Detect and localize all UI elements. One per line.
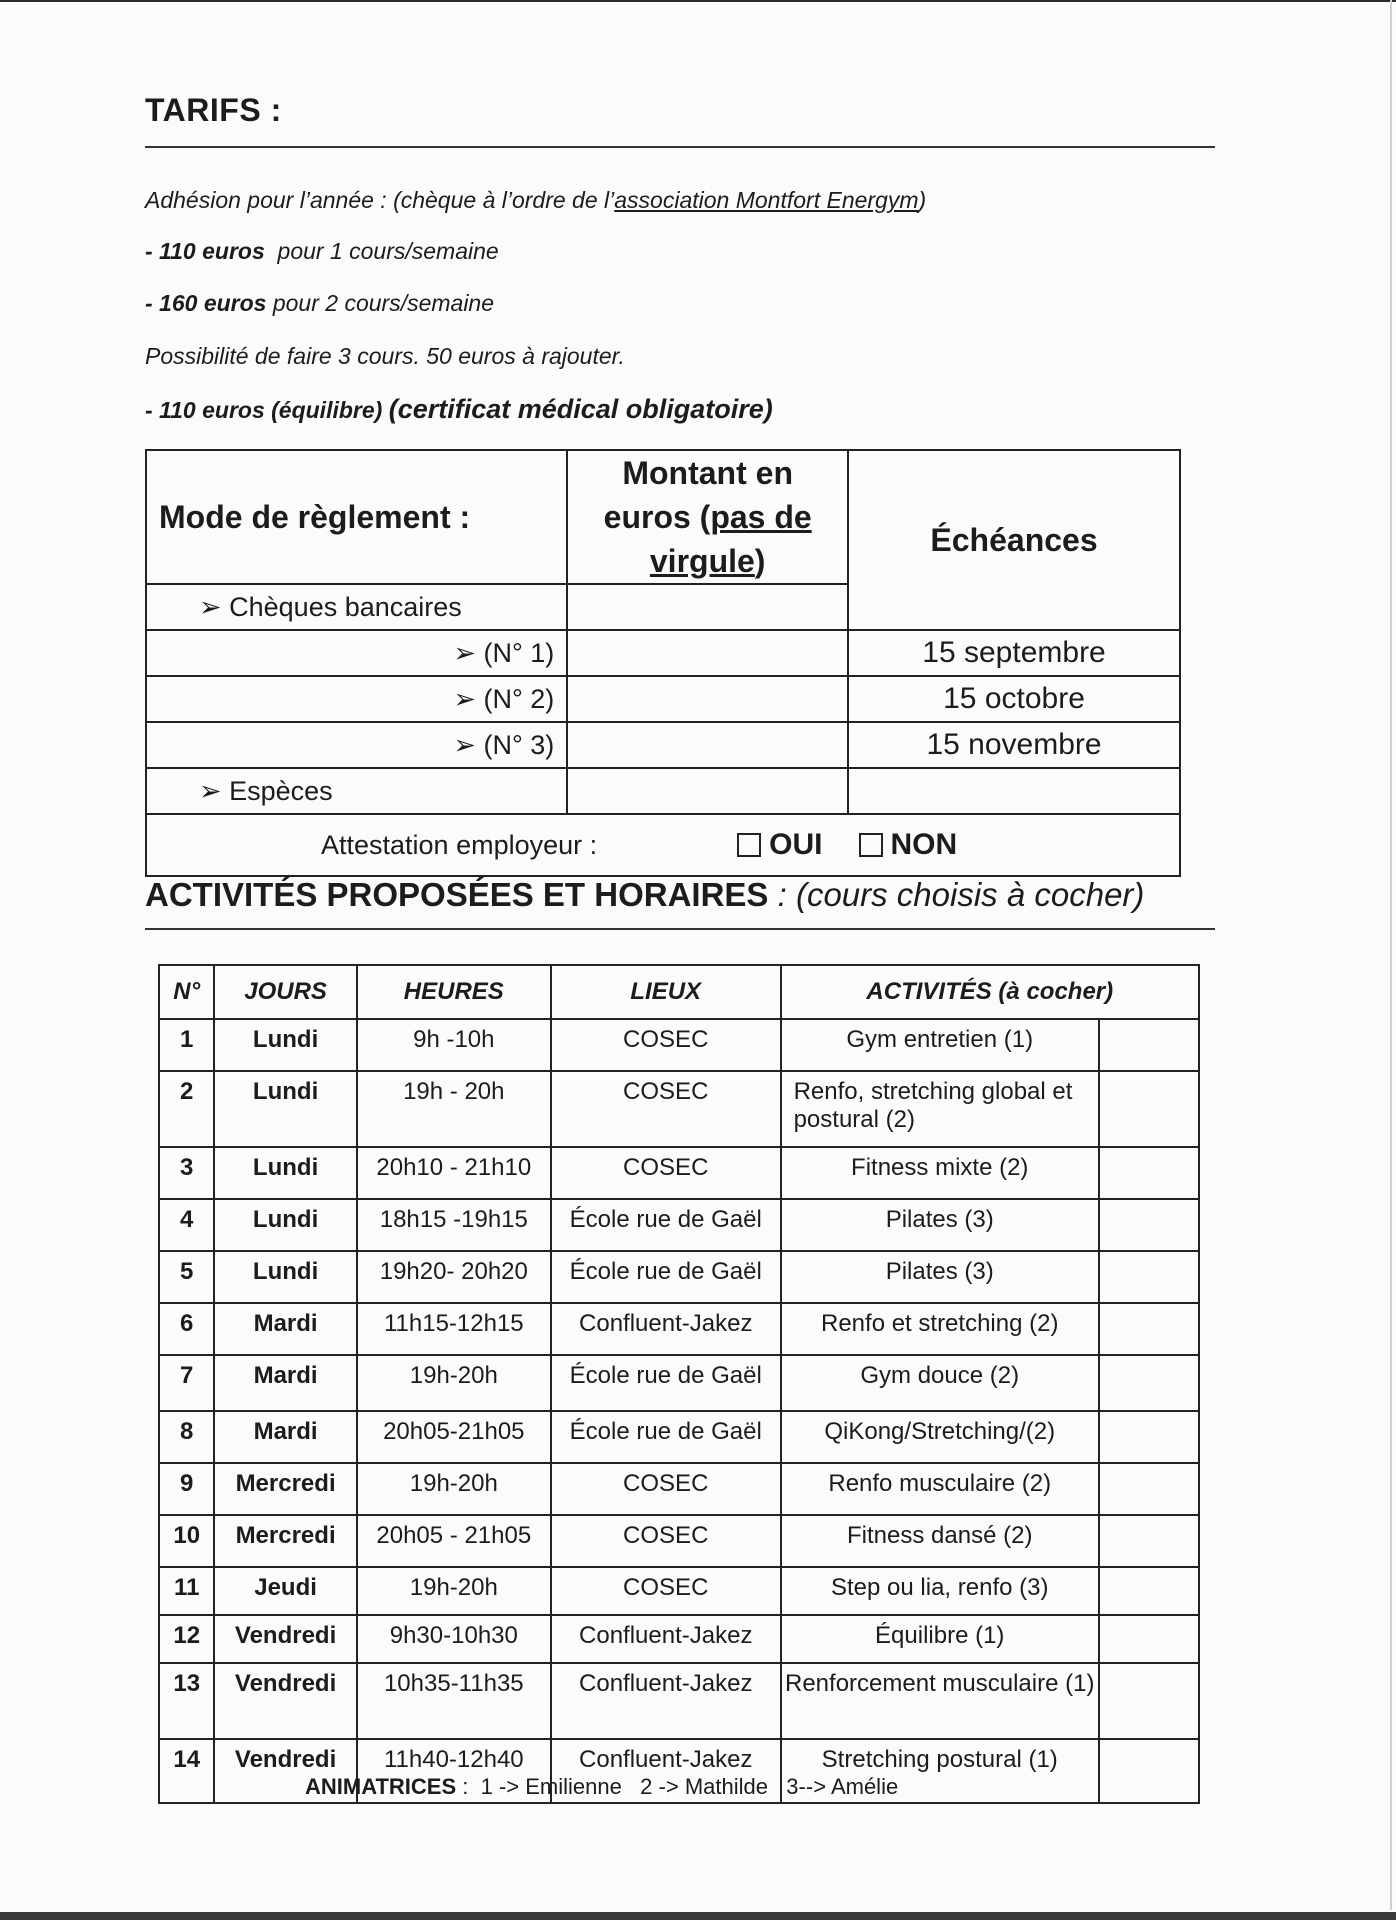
- payment-montant-header: [567, 450, 848, 584]
- payment-label-cheques: ➢ Chèques bancaires: [146, 584, 567, 630]
- echeances-label: Échéances: [930, 521, 1098, 558]
- activity-number: 11: [159, 1567, 214, 1615]
- activity-time: 18h15 -19h15: [357, 1199, 551, 1251]
- activity-checkbox-cell[interactable]: [1099, 1303, 1199, 1355]
- footer-label: ANIMATRICES: [305, 1774, 457, 1799]
- scan-edge-top: [0, 0, 1396, 2]
- activity-time: 10h35-11h35: [357, 1663, 551, 1739]
- activity-row: [159, 1663, 1199, 1739]
- attestation-oui-option[interactable]: [737, 828, 822, 862]
- activities-rule: [145, 928, 1215, 930]
- activity-checkbox-cell[interactable]: [1099, 1463, 1199, 1515]
- activity-number: 6: [159, 1303, 214, 1355]
- activity-number: 4: [159, 1199, 214, 1251]
- montant-label-u1: pas de: [710, 499, 812, 535]
- non-checkbox[interactable]: [859, 833, 883, 857]
- montant-label-3: ): [754, 543, 766, 579]
- activity-day: Lundi: [214, 1071, 356, 1147]
- activity-name: QiKong/Stretching/(2): [781, 1411, 1099, 1463]
- activity-checkbox-cell[interactable]: [1099, 1567, 1199, 1615]
- tarif-4-price: - 110 euros (équilibre): [145, 397, 389, 423]
- adhesion-suffix: ): [918, 187, 927, 213]
- activity-day: Lundi: [214, 1147, 356, 1199]
- header-jours: JOURS: [214, 965, 356, 1019]
- activity-number: 14: [159, 1739, 214, 1803]
- activity-time: 20h05 - 21h05: [357, 1515, 551, 1567]
- activity-place: Confluent-Jakez: [551, 1303, 781, 1355]
- activity-row: [159, 1019, 1199, 1071]
- payment-amount-n1[interactable]: [567, 630, 848, 676]
- activity-time: 19h-20h: [357, 1355, 551, 1411]
- activity-place: École rue de Gaël: [551, 1355, 781, 1411]
- activity-checkbox-cell[interactable]: [1099, 1355, 1199, 1411]
- activity-name: Renfo, stretching global et postural (2): [781, 1071, 1099, 1147]
- tarif-line-3: Possibilité de faire 3 cours. 50 euros à rajouter.: [145, 343, 625, 369]
- payment-date-n2: 15 octobre: [848, 676, 1180, 722]
- activities-table: [158, 964, 1200, 1804]
- tarifs-rule: [145, 146, 1215, 148]
- payment-label-n2: ➢ (N° 2): [146, 676, 567, 722]
- activity-number: 8: [159, 1411, 214, 1463]
- payment-amount-n3[interactable]: [567, 722, 848, 768]
- oui-label: OUI: [769, 828, 823, 861]
- activities-body: [159, 1019, 1199, 1803]
- activity-row: [159, 1411, 1199, 1463]
- tarifs-title: TARIFS :: [145, 92, 282, 128]
- activity-row: [159, 1463, 1199, 1515]
- payment-amount-cheques[interactable]: [567, 584, 848, 630]
- activity-place: École rue de Gaël: [551, 1251, 781, 1303]
- montant-label-2: euros (: [603, 499, 711, 535]
- activity-checkbox-cell[interactable]: [1099, 1615, 1199, 1663]
- header-activites: ACTIVITÉS (à cocher): [781, 965, 1199, 1019]
- payment-amount-especes[interactable]: [567, 768, 848, 814]
- activity-name: Renfo musculaire (2): [781, 1463, 1099, 1515]
- activity-row: [159, 1515, 1199, 1567]
- tarif-1-price: - 110 euros: [145, 238, 265, 264]
- activity-day: Mardi: [214, 1355, 356, 1411]
- activity-number: 12: [159, 1615, 214, 1663]
- payment-label-especes: ➢ Espèces: [146, 768, 567, 814]
- activity-place: Confluent-Jakez: [551, 1615, 781, 1663]
- activity-time: 19h20- 20h20: [357, 1251, 551, 1303]
- activity-checkbox-cell[interactable]: [1099, 1411, 1199, 1463]
- activity-row: [159, 1251, 1199, 1303]
- activity-checkbox-cell[interactable]: [1099, 1663, 1199, 1739]
- activity-place: COSEC: [551, 1147, 781, 1199]
- attestation-non-option[interactable]: [859, 828, 958, 862]
- activity-name: Fitness dansé (2): [781, 1515, 1099, 1567]
- activity-time: 20h05-21h05: [357, 1411, 551, 1463]
- payment-amount-n2[interactable]: [567, 676, 848, 722]
- activity-time: 9h -10h: [357, 1019, 551, 1071]
- activity-day: Lundi: [214, 1251, 356, 1303]
- activity-day: Lundi: [214, 1019, 356, 1071]
- activity-checkbox-cell[interactable]: [1099, 1147, 1199, 1199]
- activity-time: 19h-20h: [357, 1463, 551, 1515]
- activity-place: Confluent-Jakez: [551, 1663, 781, 1739]
- payment-date-n1: 15 septembre: [848, 630, 1180, 676]
- payment-row-n1: [146, 630, 1180, 676]
- activity-row: [159, 1147, 1199, 1199]
- activity-place: COSEC: [551, 1019, 781, 1071]
- activity-name: Pilates (3): [781, 1199, 1099, 1251]
- activity-place: COSEC: [551, 1071, 781, 1147]
- tarif-1-desc: pour 1 cours/semaine: [264, 238, 499, 264]
- activity-day: Mercredi: [214, 1515, 356, 1567]
- footer-text: : 1 -> Emilienne 2 -> Mathilde 3--> Amélie: [456, 1774, 899, 1799]
- activity-number: 13: [159, 1663, 214, 1739]
- activities-header-row: [159, 965, 1199, 1019]
- tarif-2-desc: pour 2 cours/semaine: [266, 290, 495, 316]
- activity-checkbox-cell[interactable]: [1099, 1019, 1199, 1071]
- activity-name: Gym entretien (1): [781, 1019, 1099, 1071]
- adhesion-prefix: Adhésion pour l’année : (chèque à l’ordre de l’: [145, 187, 615, 213]
- montant-label-1: Montant en: [622, 455, 793, 491]
- activity-checkbox-cell[interactable]: [1099, 1071, 1199, 1147]
- activity-row: [159, 1615, 1199, 1663]
- tarif-2-price: - 160 euros: [145, 290, 267, 316]
- activities-title: [145, 876, 1144, 914]
- activity-day: Mardi: [214, 1411, 356, 1463]
- non-label: NON: [890, 828, 958, 861]
- activity-name: Fitness mixte (2): [781, 1147, 1099, 1199]
- header-heures: HEURES: [357, 965, 551, 1019]
- montant-label-u2: virgule: [649, 543, 755, 579]
- activity-name: Pilates (3): [781, 1251, 1099, 1303]
- activity-day: Vendredi: [214, 1739, 356, 1803]
- payment-date-n3: 15 novembre: [848, 722, 1180, 768]
- activity-row: [159, 1071, 1199, 1147]
- activity-place: École rue de Gaël: [551, 1199, 781, 1251]
- activity-name: Renfo et stretching (2): [781, 1303, 1099, 1355]
- footer-animatrices: [305, 1774, 898, 1800]
- activity-checkbox-cell[interactable]: [1099, 1515, 1199, 1567]
- payment-mode-header: [146, 450, 567, 584]
- adhesion-line: [145, 187, 926, 214]
- payment-echeances-header: [848, 450, 1180, 630]
- activity-number: 5: [159, 1251, 214, 1303]
- attestation-cell: [146, 814, 1180, 876]
- tarif-line-1: [145, 238, 499, 265]
- activity-place: École rue de Gaël: [551, 1411, 781, 1463]
- payment-date-especes: [848, 768, 1180, 814]
- activity-number: 1: [159, 1019, 214, 1071]
- payment-mode-label: Mode de règlement :: [159, 498, 471, 535]
- activity-place: Confluent-Jakez: [551, 1739, 781, 1803]
- payment-row-n3: [146, 722, 1180, 768]
- activity-time: 19h-20h: [357, 1567, 551, 1615]
- adhesion-association: association Montfort Energym: [614, 187, 919, 213]
- activity-time: 11h40-12h40: [357, 1739, 551, 1803]
- activity-time: 11h15-12h15: [357, 1303, 551, 1355]
- tarif-line-2: [145, 290, 494, 317]
- activity-number: 10: [159, 1515, 214, 1567]
- activity-day: Mardi: [214, 1303, 356, 1355]
- activities-title-main: ACTIVITÉS PROPOSÉES ET HORAIRES: [145, 876, 769, 913]
- payment-label-n3: ➢ (N° 3): [146, 722, 567, 768]
- activity-checkbox-cell[interactable]: [1099, 1739, 1199, 1803]
- activity-day: Jeudi: [214, 1567, 356, 1615]
- activity-row: [159, 1199, 1199, 1251]
- payment-label-n1: ➢ (N° 1): [146, 630, 567, 676]
- activity-day: Vendredi: [214, 1663, 356, 1739]
- activity-number: 9: [159, 1463, 214, 1515]
- activity-row: [159, 1567, 1199, 1615]
- activity-day: Vendredi: [214, 1615, 356, 1663]
- tarif-4-certificat: (certificat médical obligatoire): [388, 394, 773, 424]
- payment-row-especes: [146, 768, 1180, 814]
- activity-name: Équilibre (1): [781, 1615, 1099, 1663]
- activity-name: Stretching postural (1): [781, 1739, 1099, 1803]
- activity-name: Step ou lia, renfo (3): [781, 1567, 1099, 1615]
- activity-row: [159, 1355, 1199, 1411]
- payment-row-n2: [146, 676, 1180, 722]
- activity-place: COSEC: [551, 1515, 781, 1567]
- activity-place: COSEC: [551, 1463, 781, 1515]
- activity-number: 3: [159, 1147, 214, 1199]
- scan-edge-right: [1390, 0, 1392, 1910]
- attestation-row: [146, 814, 1180, 876]
- payment-header-row: [146, 450, 1180, 584]
- tarif-line-4: [145, 394, 773, 425]
- activity-time: 20h10 - 21h10: [357, 1147, 551, 1199]
- activity-checkbox-cell[interactable]: [1099, 1199, 1199, 1251]
- activity-day: Mercredi: [214, 1463, 356, 1515]
- header-lieux: LIEUX: [551, 965, 781, 1019]
- activity-place: COSEC: [551, 1567, 781, 1615]
- attestation-content: [147, 828, 1179, 862]
- oui-checkbox[interactable]: [737, 833, 761, 857]
- activity-day: Lundi: [214, 1199, 356, 1251]
- attestation-label: Attestation employeur :: [321, 829, 598, 860]
- activity-time: 9h30-10h30: [357, 1615, 551, 1663]
- activity-name: Gym douce (2): [781, 1355, 1099, 1411]
- activities-subtitle: : (cours choisis à cocher): [768, 876, 1145, 913]
- payment-table: [145, 449, 1181, 877]
- activity-number: 7: [159, 1355, 214, 1411]
- activity-number: 2: [159, 1071, 214, 1147]
- activity-name: Renforcement musculaire (1): [781, 1663, 1099, 1739]
- header-n: N°: [159, 965, 214, 1019]
- activity-row: [159, 1303, 1199, 1355]
- activity-time: 19h - 20h: [357, 1071, 551, 1147]
- activity-checkbox-cell[interactable]: [1099, 1251, 1199, 1303]
- scan-edge-bottom: [0, 1912, 1396, 1920]
